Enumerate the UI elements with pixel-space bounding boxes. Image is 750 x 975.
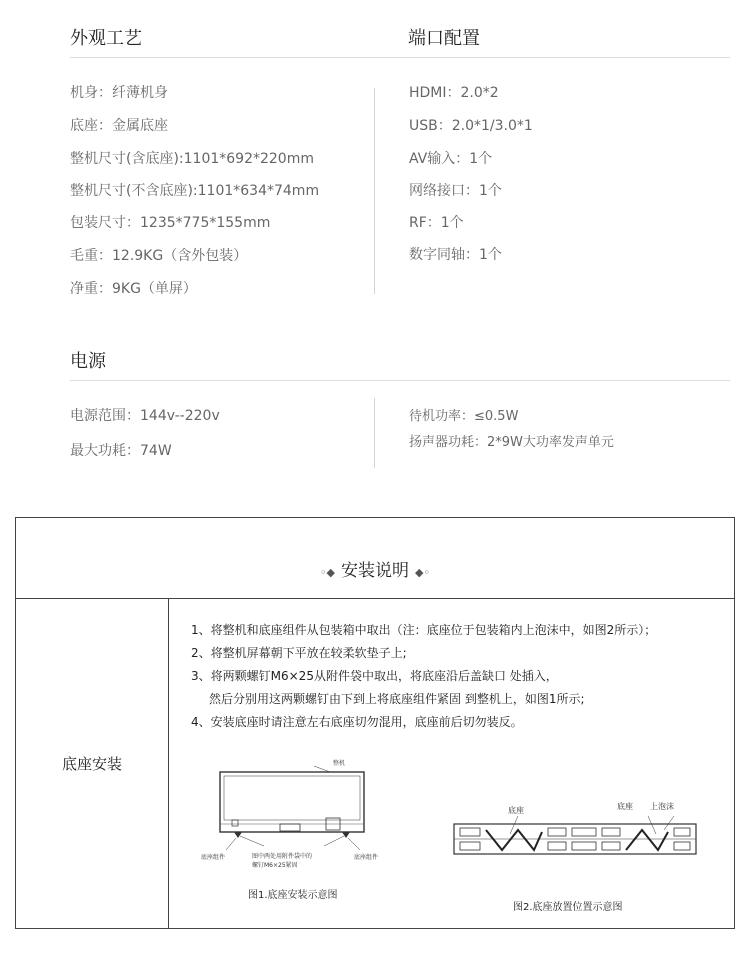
spec-stand: 底座：金属底座 xyxy=(70,118,168,134)
figure2-diagram xyxy=(452,804,702,864)
power-speaker: 扬声器功耗：2*9W大功率发声单元 xyxy=(409,435,614,450)
figure1-label-screw-1: 图中两处用附件袋中的 xyxy=(252,853,313,860)
install-title: 安装说明 xyxy=(341,561,409,581)
figure2-label-stand-right: 底座 xyxy=(617,802,633,811)
figure1-label-tv: 整机 xyxy=(333,760,346,767)
ports-title: 端口配置 xyxy=(408,28,480,49)
spec-size-with-stand: 整机尺寸(含底座):1101*692*220mm xyxy=(70,151,314,167)
spec-size-without-stand: 整机尺寸(不含底座):1101*634*74mm xyxy=(70,183,320,199)
port-av: AV输入：1个 xyxy=(409,151,493,167)
figure1-diagram xyxy=(214,758,384,858)
figure1-label-stand-right: 底座组件 xyxy=(354,854,379,861)
install-table xyxy=(15,517,735,929)
divider-power xyxy=(70,380,730,381)
figure2-caption: 图2.底座放置位置示意图 xyxy=(513,902,623,913)
divider-top xyxy=(70,57,730,58)
figure2-label-foam: 上泡沫 xyxy=(650,802,674,811)
spec-gross-weight: 毛重：12.9KG（含外包装） xyxy=(70,248,248,264)
divider-vertical-1 xyxy=(374,88,375,294)
power-standby: 待机功率：≤0.5W xyxy=(409,409,519,424)
install-step-3: 3、将两颗螺钉M6×25从附件袋中取出，将底座沿后盖缺口 处插入， xyxy=(191,669,558,683)
port-usb: USB：2.0*1/3.0*1 xyxy=(409,118,533,134)
install-step-3-cont: 然后分别用这两颗螺钉由下到上将底座组件紧固 到整机上，如图1所示; xyxy=(209,692,585,706)
port-rf: RF：1个 xyxy=(409,215,464,231)
install-step-4: 4、安装底座时请注意左右底座切勿混用，底座前后切勿装反。 xyxy=(191,715,523,729)
power-range: 电源范围：144v--220v xyxy=(70,408,220,424)
figure1-caption: 图1.底座安装示意图 xyxy=(248,890,338,901)
install-header xyxy=(16,518,734,599)
figure2-label-stand-left: 底座 xyxy=(508,806,524,815)
figure1-label-stand-left: 底座组件 xyxy=(201,854,226,861)
diamond-ornament-left-icon: ◦◆ xyxy=(320,566,335,579)
figure1-label-screw-2: 螺钉M6×25紧固 xyxy=(252,862,298,869)
port-coaxial: 数字同轴：1个 xyxy=(409,247,502,263)
install-row-label-cell xyxy=(16,598,169,928)
divider-vertical-2 xyxy=(374,398,375,468)
appearance-title: 外观工艺 xyxy=(70,28,142,49)
install-heading xyxy=(16,556,734,581)
install-row-label: 底座安装 xyxy=(61,755,122,773)
install-step-2: 2、将整机屏幕朝下平放在较柔软垫子上; xyxy=(191,646,407,660)
install-step-1: 1、将整机和底座组件从包装箱中取出（注：底座位于包装箱内上泡沫中，如图2所示）； xyxy=(191,623,657,637)
spec-body: 机身：纤薄机身 xyxy=(70,85,168,101)
port-hdmi: HDMI：2.0*2 xyxy=(409,85,499,101)
port-network: 网络接口：1个 xyxy=(409,183,502,199)
spec-package-size: 包装尺寸：1235*775*155mm xyxy=(70,215,271,231)
spec-net-weight: 净重：9KG（单屏） xyxy=(70,281,197,297)
diamond-ornament-right-icon: ◆◦ xyxy=(415,566,430,579)
power-max: 最大功耗：74W xyxy=(70,443,172,459)
power-title: 电源 xyxy=(70,351,106,372)
